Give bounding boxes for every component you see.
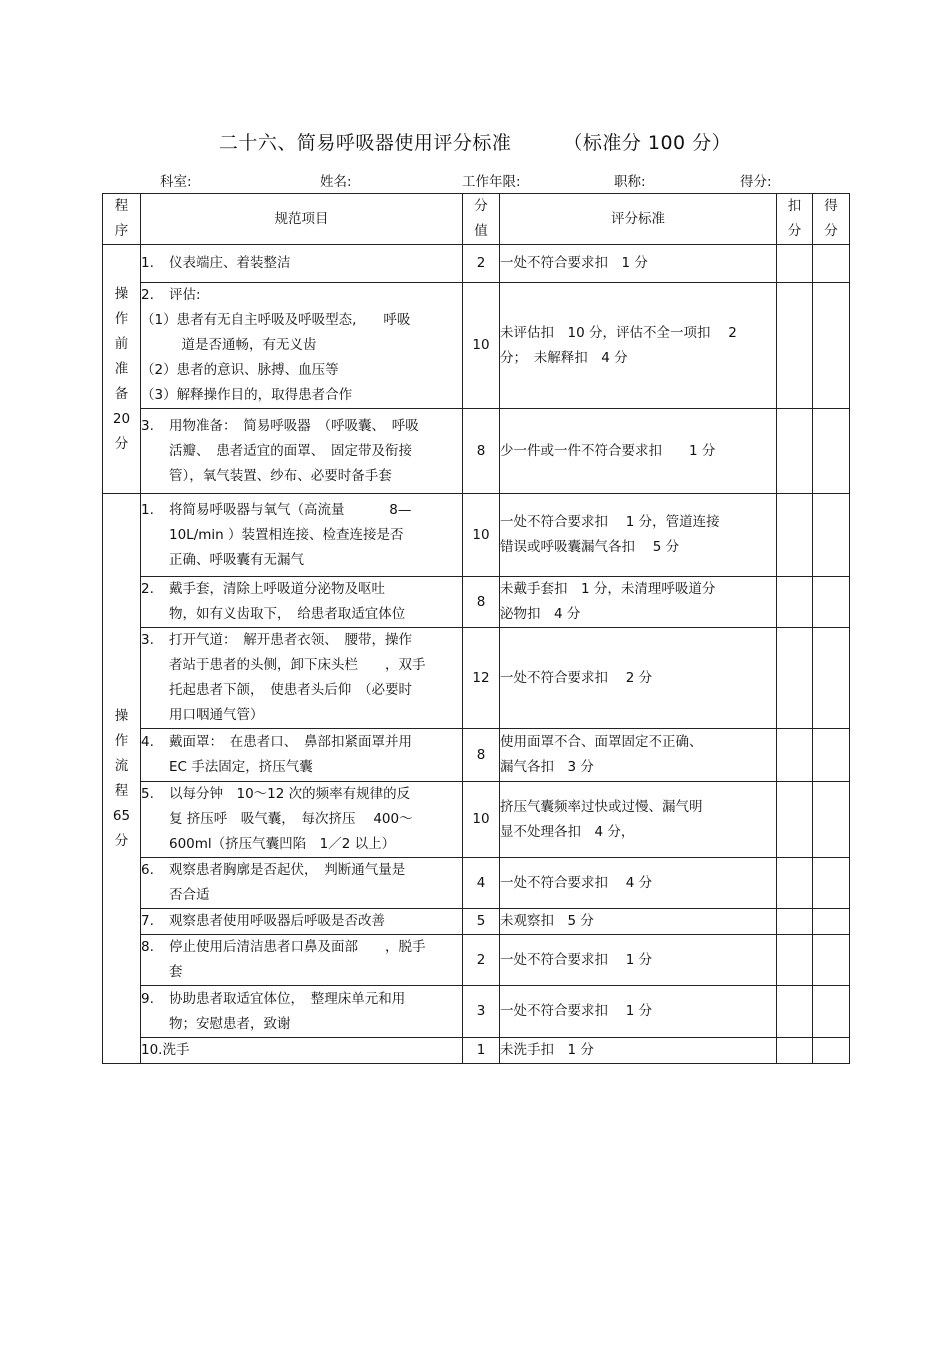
item-cell: 2. 戴手套，清除上呼吸道分泌物及呕吐 物，如有义齿取下， 给患者取适宜体位 — [141, 577, 463, 628]
section-label-prep: 操 作 前 准 备 20 分 — [103, 245, 141, 494]
get-cell[interactable] — [813, 986, 850, 1038]
get-cell[interactable] — [813, 283, 850, 409]
get-cell[interactable] — [813, 628, 850, 729]
points-cell: 10 — [463, 283, 500, 409]
item-cell: 1. 将简易呼吸器与氧气（高流量 8— 10L/min ）装置相连接、检查连接是否 正确、呼吸囊有无漏气 — [141, 494, 463, 577]
table-row — [103, 494, 850, 577]
get-cell[interactable] — [813, 245, 850, 283]
criteria-cell: 未洗手扣 1 分 — [500, 1038, 777, 1064]
points-cell: 8 — [463, 409, 500, 494]
points-cell: 12 — [463, 628, 500, 729]
deduct-cell[interactable] — [777, 1038, 813, 1064]
get-cell[interactable] — [813, 1038, 850, 1064]
item-cell: 6. 观察患者胸廓是否起伏， 判断通气量是 否合适 — [141, 858, 463, 909]
points-cell: 2 — [463, 935, 500, 986]
get-cell[interactable] — [813, 494, 850, 577]
table-row — [103, 409, 850, 494]
item-cell: 3. 打开气道： 解开患者衣领、 腰带，操作 者站于患者的头侧，卸下床头栏 ，双手 托起患者下颌， 使患者头后仰 （必要时 用口咽通气管） — [141, 628, 463, 729]
scoring-table — [102, 193, 850, 1064]
criteria-cell: 一处不符合要求扣 1 分 — [500, 935, 777, 986]
get-cell[interactable] — [813, 409, 850, 494]
deduct-cell[interactable] — [777, 935, 813, 986]
criteria-cell: 少一件或一件不符合要求扣 1 分 — [500, 409, 777, 494]
deduct-cell[interactable] — [777, 494, 813, 577]
criteria-cell: 一处不符合要求扣 1 分 — [500, 245, 777, 283]
info-line — [0, 170, 950, 188]
table-row — [103, 935, 850, 986]
table-row — [103, 628, 850, 729]
item-cell: 8. 停止使用后清洁患者口鼻及面部 ，脱手 套 — [141, 935, 463, 986]
deduct-cell[interactable] — [777, 628, 813, 729]
points-cell: 8 — [463, 577, 500, 628]
get-cell[interactable] — [813, 782, 850, 858]
table-row — [103, 986, 850, 1038]
header-get: 得 分 — [813, 194, 850, 245]
section-label-process: 操 作 流 程 65 分 — [103, 494, 141, 1064]
criteria-cell: 未戴手套扣 1 分，未清理呼吸道分 泌物扣 4 分 — [500, 577, 777, 628]
table-row — [103, 1038, 850, 1064]
title-sub: （标准分 100 分） — [563, 132, 732, 154]
points-cell: 2 — [463, 245, 500, 283]
page-title — [0, 128, 950, 155]
get-cell[interactable] — [813, 577, 850, 628]
points-cell: 4 — [463, 858, 500, 909]
get-cell[interactable] — [813, 909, 850, 935]
deduct-cell[interactable] — [777, 577, 813, 628]
deduct-cell[interactable] — [777, 909, 813, 935]
header-points: 分 值 — [463, 194, 500, 245]
title-main: 二十六、简易呼吸器使用评分标准 — [218, 132, 512, 154]
deduct-cell[interactable] — [777, 729, 813, 782]
score-label: 得分: — [740, 174, 772, 190]
criteria-cell: 未评估扣 10 分，评估不全一项扣 2 分； 未解释扣 4 分 — [500, 283, 777, 409]
deduct-cell[interactable] — [777, 283, 813, 409]
rank-label: 职称: — [614, 174, 646, 190]
header-item: 规范项目 — [141, 194, 463, 245]
points-cell: 8 — [463, 729, 500, 782]
criteria-cell: 一处不符合要求扣 1 分 — [500, 986, 777, 1038]
years-label: 工作年限: — [462, 174, 521, 190]
table-row — [103, 729, 850, 782]
item-cell: 4. 戴面罩： 在患者口、 鼻部扣紧面罩并用 EC 手法固定，挤压气囊 — [141, 729, 463, 782]
header-criteria: 评分标准 — [500, 194, 777, 245]
get-cell[interactable] — [813, 935, 850, 986]
points-cell: 5 — [463, 909, 500, 935]
table-row — [103, 245, 850, 283]
get-cell[interactable] — [813, 858, 850, 909]
criteria-cell: 一处不符合要求扣 1 分，管道连接 错误或呼吸囊漏气各扣 5 分 — [500, 494, 777, 577]
criteria-cell: 挤压气囊频率过快或过慢、漏气明 显不处理各扣 4 分， — [500, 782, 777, 858]
item-cell: 2. 评估: （1）患者有无自主呼吸及呼吸型态, 呼吸 道是否通畅，有无义齿 （2）患者的意识、脉搏、血压等 （3）解释操作目的，取得患者合作 — [141, 283, 463, 409]
header-step: 程 序 — [103, 194, 141, 245]
deduct-cell[interactable] — [777, 782, 813, 858]
criteria-cell: 一处不符合要求扣 4 分 — [500, 858, 777, 909]
table-row — [103, 858, 850, 909]
deduct-cell[interactable] — [777, 245, 813, 283]
item-cell: 10.洗手 — [141, 1038, 463, 1064]
table-row — [103, 577, 850, 628]
item-cell: 1. 仪表端庄、着装整洁 — [141, 245, 463, 283]
item-cell: 3. 用物准备： 简易呼吸器 （呼吸囊、 呼吸 活瓣、 患者适宜的面罩、 固定带及衔接 管），氧气装置、纱布、必要时备手套 — [141, 409, 463, 494]
criteria-cell: 未观察扣 5 分 — [500, 909, 777, 935]
points-cell: 10 — [463, 494, 500, 577]
points-cell: 3 — [463, 986, 500, 1038]
name-label: 姓名: — [320, 174, 352, 190]
table-row — [103, 782, 850, 858]
points-cell: 10 — [463, 782, 500, 858]
deduct-cell[interactable] — [777, 986, 813, 1038]
criteria-cell: 使用面罩不合、面罩固定不正确、 漏气各扣 3 分 — [500, 729, 777, 782]
table-row — [103, 283, 850, 409]
deduct-cell[interactable] — [777, 858, 813, 909]
deduct-cell[interactable] — [777, 409, 813, 494]
criteria-cell: 一处不符合要求扣 2 分 — [500, 628, 777, 729]
item-cell: 5. 以每分钟 10～12 次的频率有规律的反 复 挤压呼 吸气囊， 每次挤压 400～ 600ml（挤压气囊凹陷 1／2 以上） — [141, 782, 463, 858]
table-row — [103, 909, 850, 935]
get-cell[interactable] — [813, 729, 850, 782]
points-cell: 1 — [463, 1038, 500, 1064]
item-cell: 9. 协助患者取适宜体位， 整理床单元和用 物；安慰患者，致谢 — [141, 986, 463, 1038]
header-row — [103, 194, 850, 245]
header-deduct: 扣 分 — [777, 194, 813, 245]
item-cell: 7. 观察患者使用呼吸器后呼吸是否改善 — [141, 909, 463, 935]
dept-label: 科室: — [160, 174, 192, 190]
